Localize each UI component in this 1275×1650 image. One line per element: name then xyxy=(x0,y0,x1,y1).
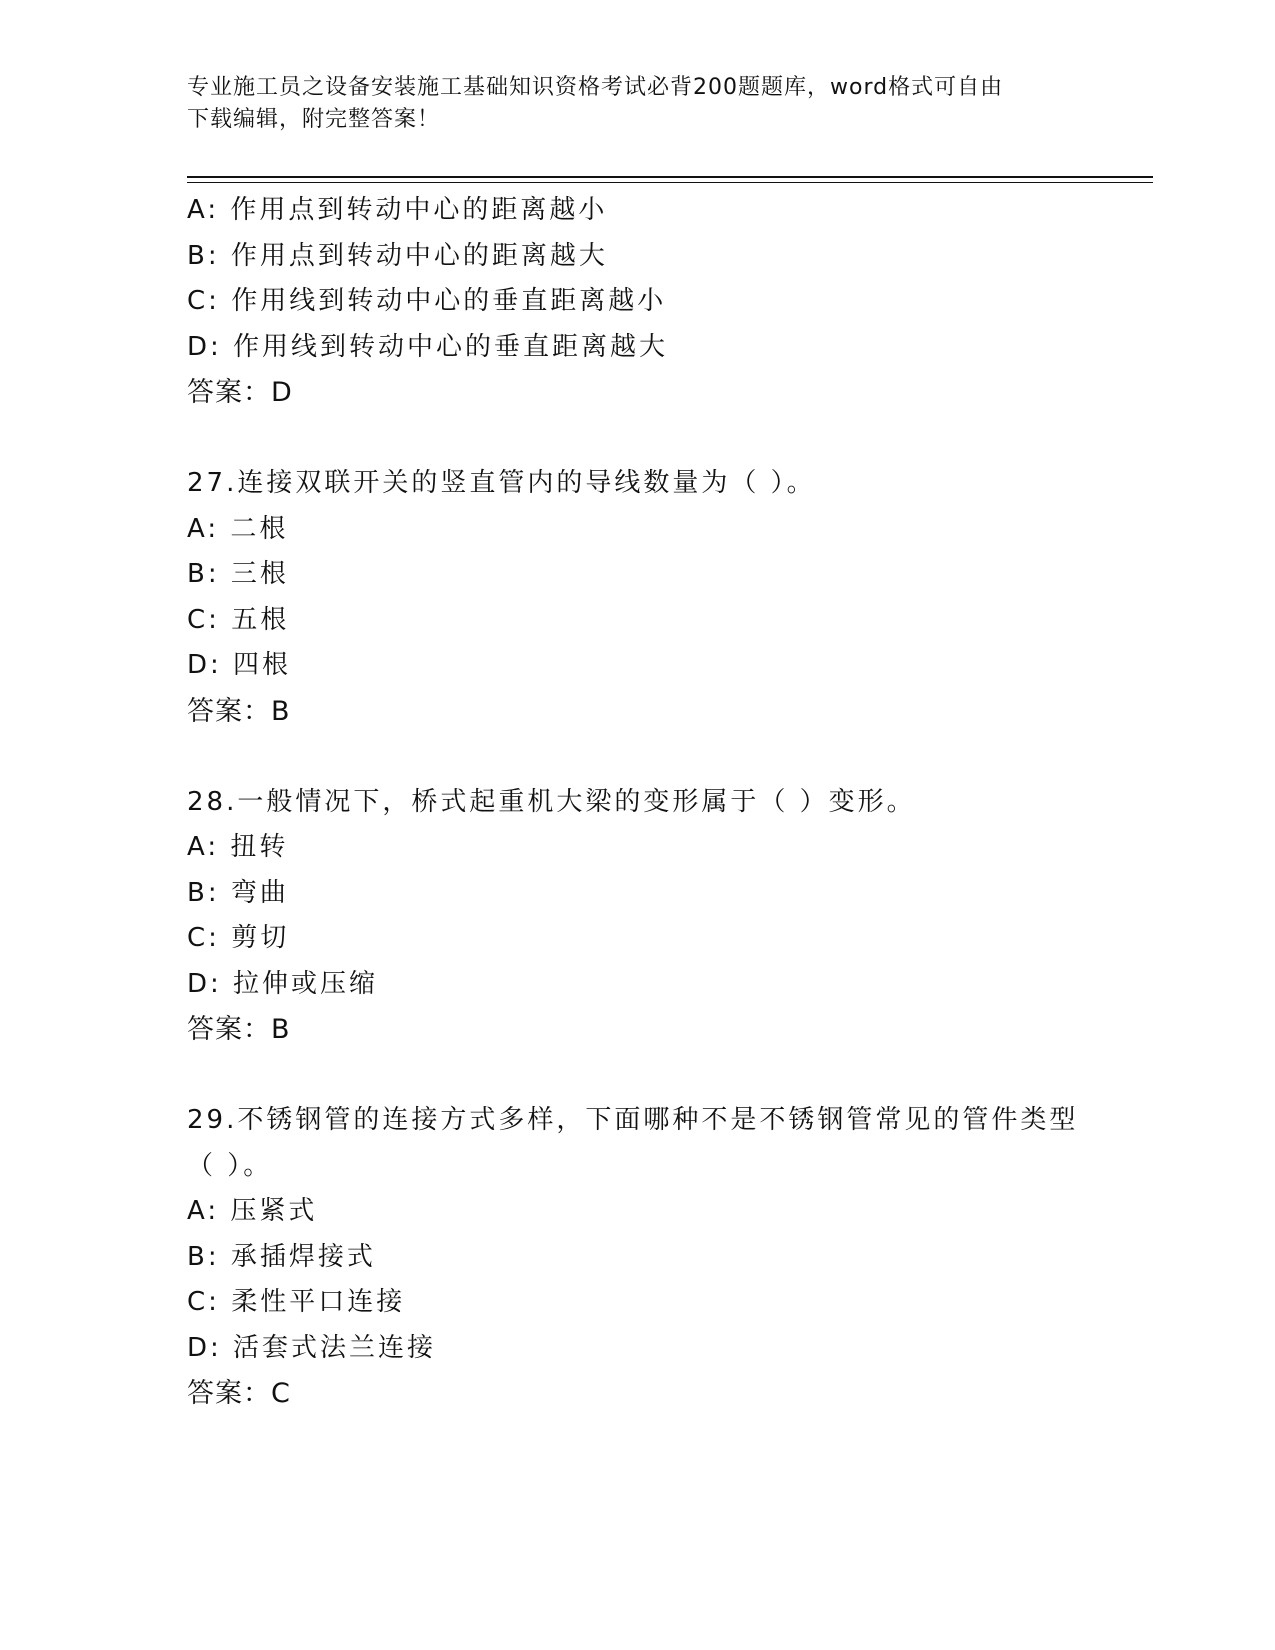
answer-line: 答案：D xyxy=(187,377,293,408)
header-line-2: 下载编辑，附完整答案！ xyxy=(187,107,441,132)
header-rule-thick xyxy=(187,176,1153,178)
question-27 xyxy=(187,461,1107,734)
option-c: C: 剪切 xyxy=(187,923,290,953)
answer-line: 答案：B xyxy=(187,1014,291,1045)
option-d: D: 拉伸或压缩 xyxy=(187,968,379,999)
option-b: B: 三根 xyxy=(187,559,289,589)
option-d: D: 作用线到转动中心的垂直距离越大 xyxy=(187,331,669,362)
answer-line: 答案：B xyxy=(187,695,291,727)
spacer xyxy=(187,1053,1107,1099)
header-line-1: 专业施工员之设备安装施工基础知识资格考试必背200题题库，word格式可自由 xyxy=(187,75,1004,100)
option-b: B: 弯曲 xyxy=(187,877,289,908)
question-stem: 28.一般情况下，桥式起重机大梁的变形属于（ ）变形。 xyxy=(187,786,916,817)
header-rule-thin xyxy=(187,182,1153,183)
question-list xyxy=(187,188,1107,1417)
question-28 xyxy=(187,780,1107,1053)
option-c: C: 作用线到转动中心的垂直距离越小 xyxy=(187,286,667,316)
option-a: A: 二根 xyxy=(187,513,289,544)
question-26 xyxy=(187,188,1107,416)
option-a: A: 作用点到转动中心的距离越小 xyxy=(187,195,608,225)
option-a: A: 压紧式 xyxy=(187,1196,318,1226)
question-stem: 27.连接双联开关的竖直管内的导线数量为（ ）。 xyxy=(187,468,816,498)
answer-line: 答案：C xyxy=(187,1378,291,1409)
option-c: C: 柔性平口连接 xyxy=(187,1287,406,1317)
option-c: C: 五根 xyxy=(187,604,290,635)
spacer xyxy=(187,416,1107,462)
option-d: D: 四根 xyxy=(187,650,292,680)
option-b: B: 作用点到转动中心的距离越大 xyxy=(187,240,608,271)
question-29 xyxy=(187,1098,1107,1417)
option-d: D: 活套式法兰连接 xyxy=(187,1332,437,1363)
option-a: A: 扭转 xyxy=(187,832,289,862)
spacer xyxy=(187,734,1107,780)
document-header xyxy=(187,72,1067,136)
question-stem: 29.不锈钢管的连接方式多样，下面哪种不是不锈钢管常见的管件类型（ ）。 xyxy=(187,1105,1079,1181)
option-b: B: 承插焊接式 xyxy=(187,1241,376,1272)
